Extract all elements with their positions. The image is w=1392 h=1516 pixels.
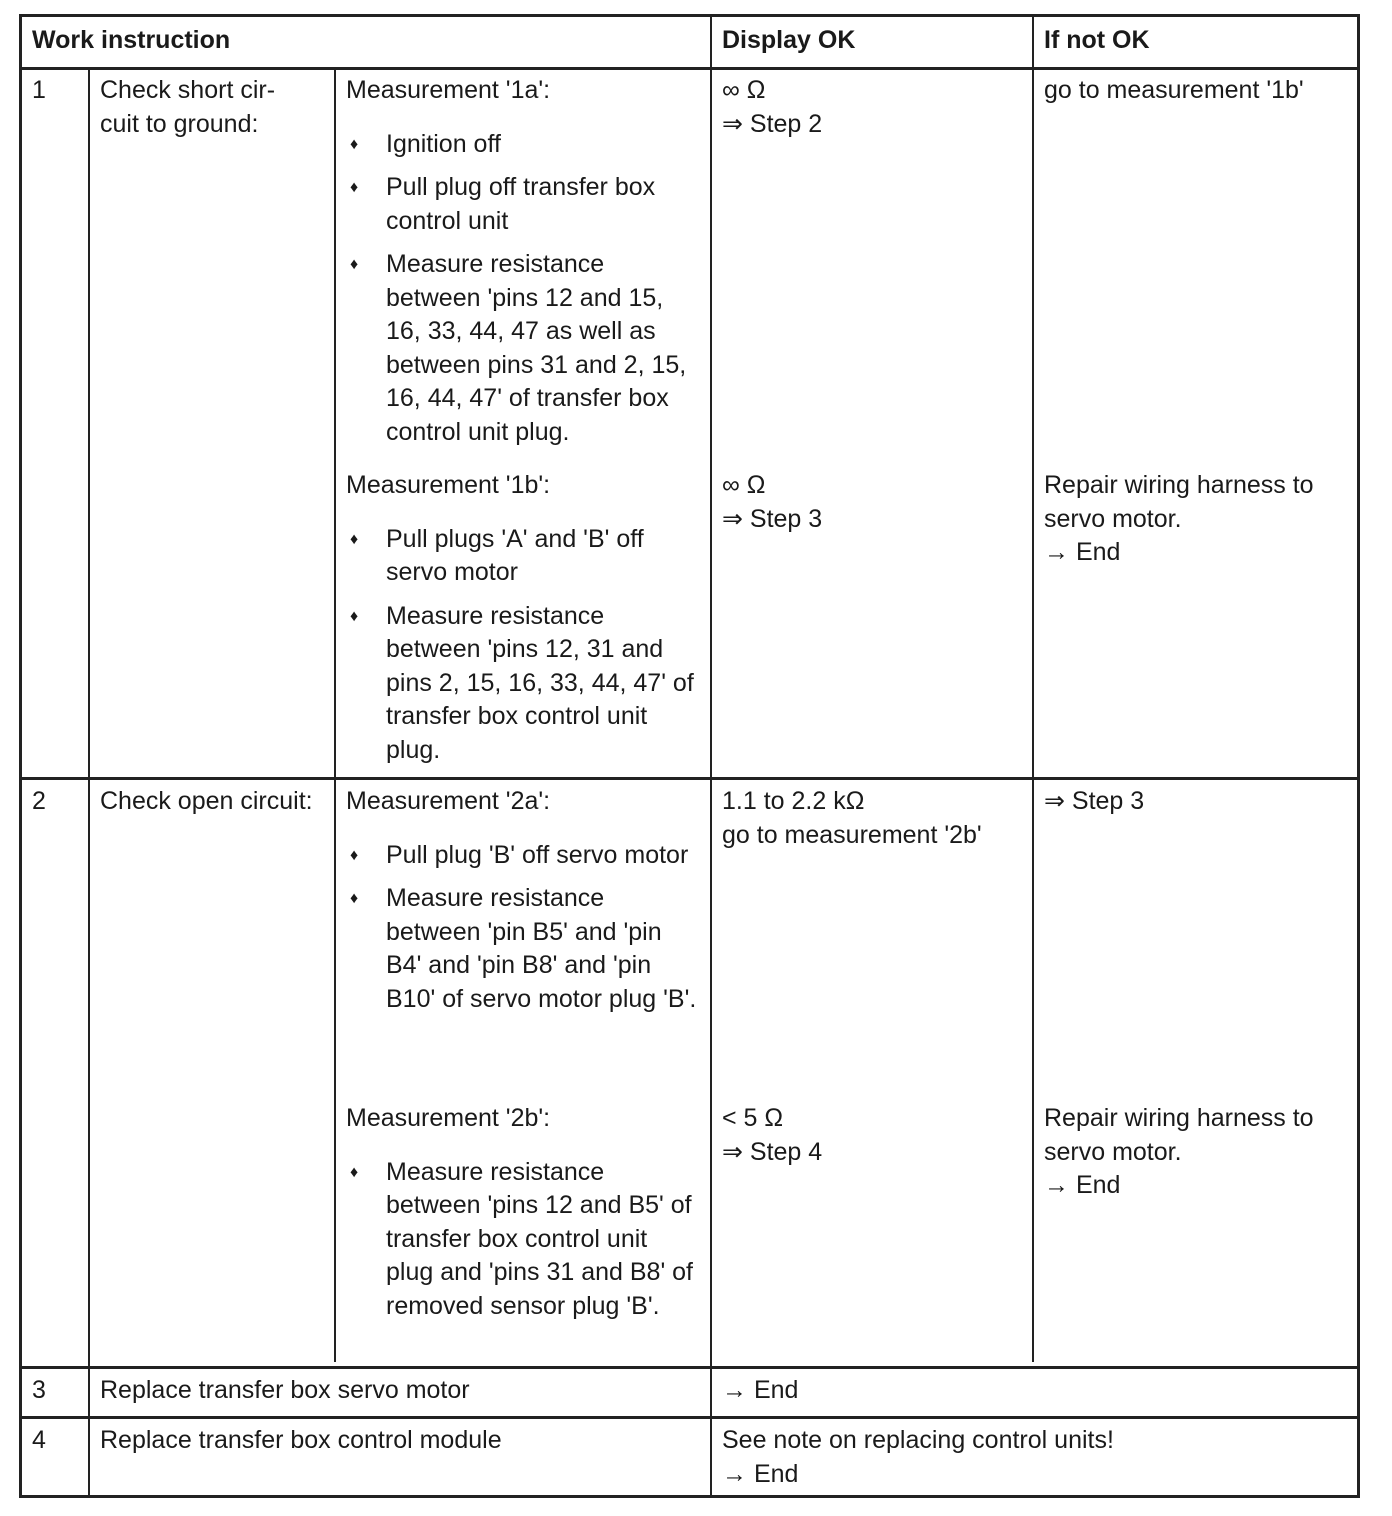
measurement-2b-not-ok (1034, 1102, 1360, 1203)
step4-result-next: → End (722, 1459, 799, 1488)
measurement-2a-not-ok (1034, 785, 1360, 819)
step1-title-line2: cuit to ground: (100, 109, 259, 138)
step1-number: 1 (32, 76, 46, 104)
measurement-2a-not-ok-action: ⇒ Step 3 (1044, 787, 1145, 815)
step4-number: 4 (32, 1426, 46, 1454)
measurement-1a-ok-next: ⇒ Step 2 (722, 109, 823, 138)
measurement-2b-steps (346, 1156, 700, 1324)
col-divider-instruction (710, 17, 712, 1495)
measurement-1b-not-ok-line1: Repair wiring harness to (1044, 471, 1314, 499)
step2-number: 2 (32, 787, 46, 815)
measurement-2a-label: Measurement '2a': (346, 787, 551, 815)
list-item: ♦ Measure resistance between 'pin B5' and 'pin B4' and 'pin B8' and 'pin B10' of servo motor plug 'B'. (346, 882, 700, 1016)
measurement-2a-ok-next: go to measurement '2b' (722, 820, 982, 849)
header-display-ok: Display OK (722, 26, 856, 54)
step3-number: 3 (32, 1376, 46, 1404)
step4-instruction: Replace transfer box control module (100, 1426, 502, 1454)
step3-result: → End (722, 1376, 799, 1404)
measurement-2b-not-ok-line1: Repair wiring harness to (1044, 1104, 1314, 1132)
measurement-2b-not-ok-line3: → End (1044, 1171, 1121, 1199)
list-item: ♦ Measure resistance between 'pins 12, 31 and pins 2, 15, 16, 33, 44, 47' of transfer box control unit plug. (346, 600, 700, 768)
step3-rule (22, 1416, 1357, 1419)
measurement-1b-label: Measurement '1b': (346, 471, 551, 499)
measurement-2b-ok (712, 1102, 1030, 1169)
measurement-1b-ok-next: ⇒ Step 3 (722, 504, 823, 533)
header-if-not-ok: If not OK (1044, 26, 1150, 54)
measurement-2b-ok-next: ⇒ Step 4 (722, 1137, 823, 1166)
measurement-1b-not-ok-line2: servo motor. (1044, 504, 1182, 533)
step3-instruction: Replace transfer box servo motor (100, 1376, 470, 1404)
col-divider-number (88, 67, 90, 1495)
list-item: ♦ Ignition off (346, 128, 700, 162)
step1-title-line1: Check short cir- (100, 76, 276, 104)
step4-result-note: See note on replacing control units! (722, 1426, 1114, 1454)
measurement-1a-not-ok-action: go to measurement '1b' (1044, 76, 1304, 104)
step1-rule (22, 777, 1357, 780)
measurement-1b-not-ok (1034, 469, 1360, 570)
measurement-2b-not-ok-line2: servo motor. (1044, 1137, 1182, 1166)
measurement-2b-label: Measurement '2b': (346, 1104, 551, 1132)
step2-rule (22, 1366, 1357, 1369)
measurement-1a-steps (346, 128, 700, 450)
header-work-instruction: Work instruction (32, 26, 231, 54)
measurement-1b-ok (712, 469, 1030, 536)
step4-result (712, 1424, 1360, 1491)
step1-title (90, 74, 334, 141)
list-item: ♦ Pull plug off transfer box control unit (346, 171, 700, 238)
measurement-1a-ok (712, 74, 1030, 141)
measurement-1b-ok-value: ∞ Ω (722, 471, 766, 499)
measurement-1a (336, 74, 710, 449)
list-item: ♦ Pull plugs 'A' and 'B' off servo motor (346, 523, 700, 590)
measurement-1b-steps (346, 523, 700, 768)
measurement-2a-ok-value: 1.1 to 2.2 kΩ (722, 787, 865, 815)
measurement-1a-not-ok (1034, 74, 1360, 108)
measurement-2b (336, 1102, 710, 1323)
measurement-1a-ok-value: ∞ Ω (722, 76, 766, 104)
header-rule (22, 67, 1357, 70)
work-instruction-table (19, 14, 1360, 1498)
measurement-2a-steps (346, 839, 700, 1017)
measurement-2a-ok (712, 785, 1030, 852)
measurement-1a-label: Measurement '1a': (346, 76, 551, 104)
list-item: ♦ Pull plug 'B' off servo motor (346, 839, 700, 873)
list-item: ♦ Measure resistance between 'pins 12 and 15, 16, 33, 44, 47 as well as between pins 31 and 2, 15, 16, 44, 47' of transfer box control unit plug. (346, 248, 700, 449)
measurement-1b-not-ok-line3: → End (1044, 538, 1121, 566)
measurement-2a (336, 785, 710, 1016)
step2-title: Check open circuit: (100, 787, 313, 815)
measurement-1b (336, 469, 710, 767)
measurement-2b-ok-value: < 5 Ω (722, 1104, 784, 1132)
list-item: ♦ Measure resistance between 'pins 12 and B5' of transfer box control unit plug and 'pins 31 and B8' of removed sensor plug 'B'. (346, 1156, 700, 1324)
